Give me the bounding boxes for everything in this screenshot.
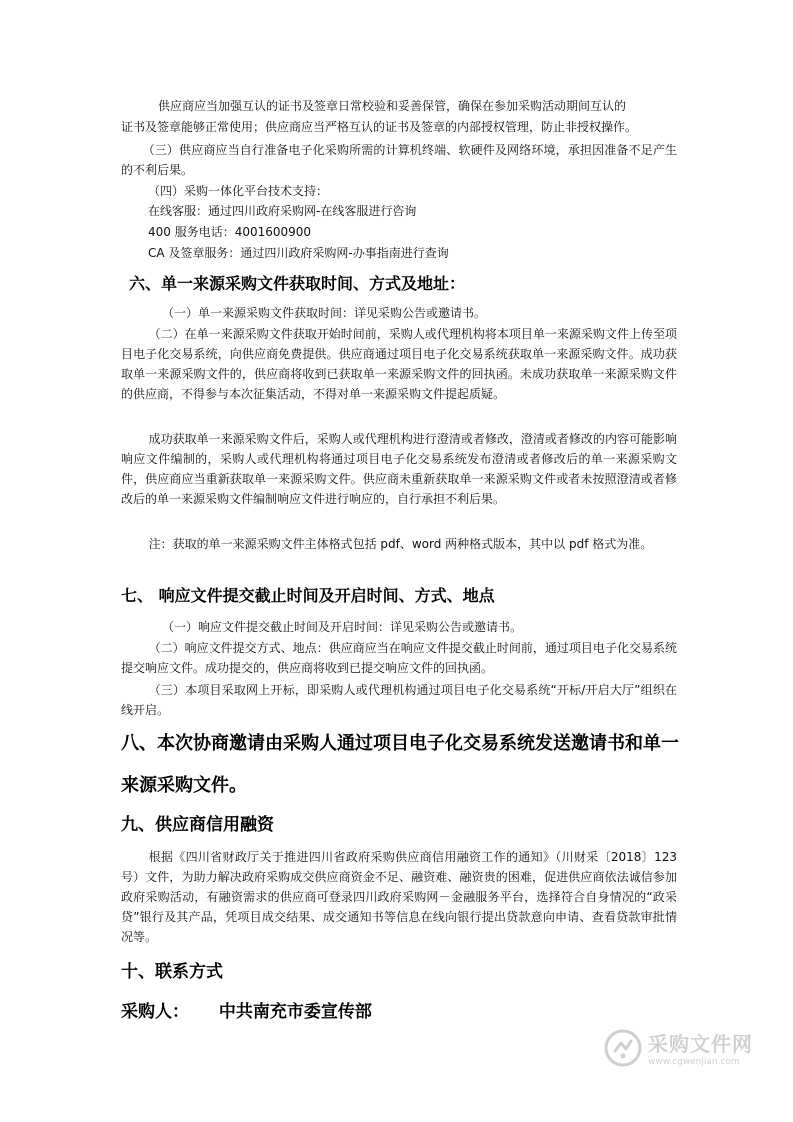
section6-item1: （一）单一来源采购文件获取时间：详见采购公告或邀请书。 — [162, 306, 487, 320]
section-heading-6: 六、单一来源采购文件获取时间、方式及地址： — [129, 274, 466, 293]
watermark-title: 采购文件网 — [648, 1032, 753, 1056]
section9-paragraph: 根据《四川省财政厅关于推进四川省政府采购供应商信用融资工作的通知》（川财采〔2018〕123 号）文件，为助力解决政府采购成交供应商资金不足、融资难、融资贵的困难，促进供应商依法诚信参加政府采购活动，有融资需求的供应商可登录四川政府采购网－金融服务平台，选择符合自身情况的“政采贷”银行及其产品，凭项目成交结果、成交通知书等信息在线向银行提出贷款意向申请、查看贷款审批情况等。 — [121, 850, 677, 944]
section7-item2: （二）响应文件提交方式、地点：供应商应当在响应文件提交截止时间前，通过项目电子化交易系统提交响应文件。成功提交的，供应商将收到已提交响应文件的回执函。 — [121, 641, 677, 675]
buyer-name: 中共南充市委宣传部 — [218, 1002, 372, 1022]
section-heading-9: 九、供应商信用融资 — [121, 815, 274, 835]
buyer-label: 采购人： — [121, 1002, 189, 1022]
section-heading-7: 七、 响应文件提交截止时间及开启时间、方式、地点 — [121, 586, 495, 605]
section6-note: 注：获取的单一来源采购文件主体格式包括 pdf、word 两种格式版本，其中以 pdf 格式为准。 — [148, 537, 653, 551]
paragraph-tech-support: （四）采购一体化平台技术支持： — [148, 184, 329, 198]
section-heading-8: 八、本次协商邀请由采购人通过项目电子化交易系统发送邀请书和单一来源采购文件。 — [121, 733, 679, 796]
paragraph-hotline: 400 服务电话：4001600900 — [148, 225, 312, 239]
section7-item3: （三）本项目采取网上开标，即采购人或代理机构通过项目电子化交易系统“开标/开启大厅”组织在线开启。 — [121, 683, 677, 717]
watermark — [604, 1028, 753, 1067]
section7-item1: （一）响应文件提交截止时间及开启时间：详见采购公告或邀请书。 — [162, 620, 523, 634]
buyer-line — [121, 1000, 372, 1024]
section-heading-10: 十、联系方式 — [121, 962, 223, 982]
watermark-logo-icon — [604, 1029, 642, 1067]
section6-item3: 成功获取单一来源采购文件后，采购人或代理机构进行澄清或者修改，澄清或者修改的内容可能影响响应文件编制的，采购人或代理机构将通过项目电子化交易系统发布澄清或者修改后的单一来源采购文件，供应商应当重新获取单一来源采购文件。供应商未重新获取单一来源采购文件或者未按照澄清或者修改后的单一来源采购文件编制响应文件进行响应的，自行承担不利后果。 — [121, 432, 677, 506]
paragraph-certificate-line1: 供应商应当加强互认的证书及签章日常校验和妥善保管，确保在参加采购活动期间互认的 — [158, 99, 627, 113]
watermark-url: www.cgwenjian.com — [648, 1057, 740, 1067]
paragraph-online-service: 在线客服：通过四川政府采购网-在线客服进行咨询 — [148, 204, 417, 218]
paragraph-equipment: （三）供应商应当自行准备电子化采购所需的计算机终端、软硬件及网络环境，承担因准备不足产生的不利后果。 — [121, 143, 677, 177]
paragraph-ca-service: CA 及签章服务：通过四川政府采购网-办事指南进行查询 — [148, 246, 449, 260]
paragraph-certificate-rest: 证书及签章能够正常使用；供应商应当严格互认的证书及签章的内部授权管理，防止非授权操作。 — [121, 120, 638, 134]
section6-item2: （二）在单一来源采购文件获取开始时间前，采购人或代理机构将本项目单一来源采购文件上传至项目电子化交易系统，向供应商免费提供。供应商通过项目电子化交易系统获取单一来源采购文件。成功获取单一来源采购文件的，供应商将收到已获取单一来源采购文件的回执函。未成功获取单一来源采购文件的供应商，不得参与本次征集活动，不得对单一来源采购文件提起质疑。 — [121, 327, 677, 401]
